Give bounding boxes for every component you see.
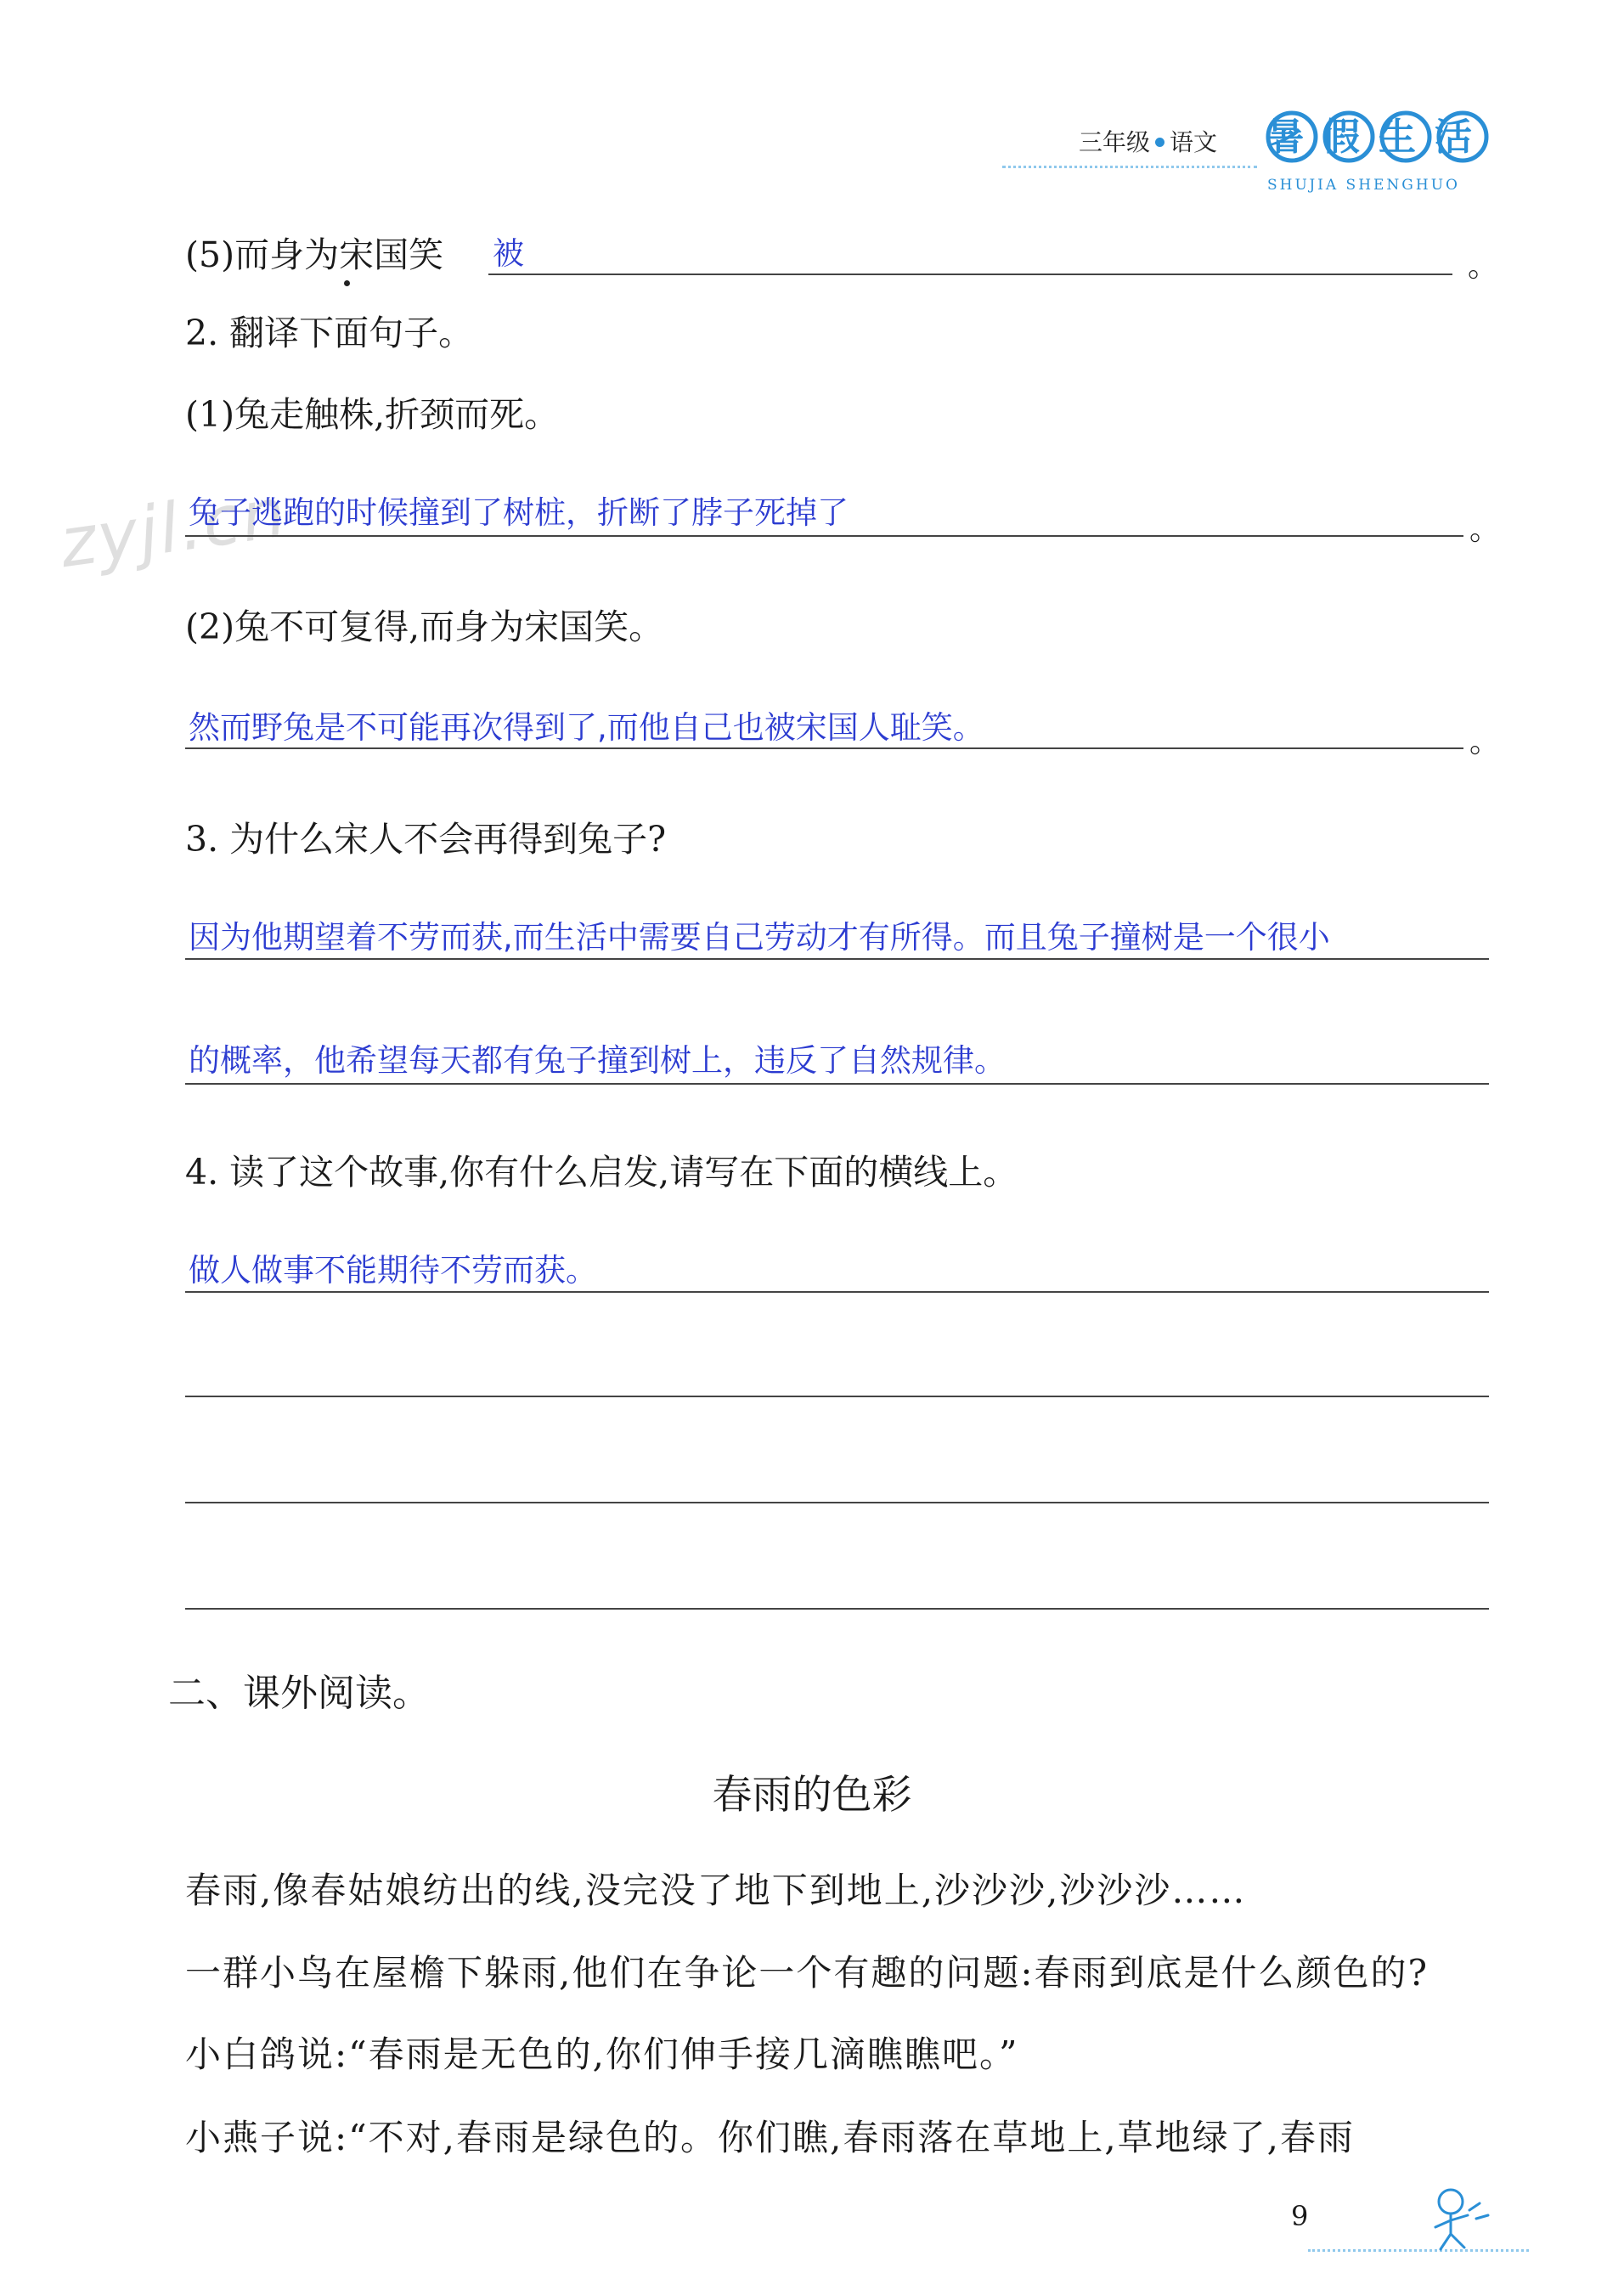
story-line-2: 一群小鸟在屋檐下躲雨,他们在争论一个有趣的问题:春雨到底是什么颜色的?	[185, 1952, 1429, 1994]
story-line-3: 小白鸽说:“春雨是无色的,你们伸手接几滴瞧瞧吧。”	[185, 2033, 1019, 2075]
q3-answer-line-1: 因为他期望着不劳而获,而生活中需要自己劳动才有所得。而且兔子撞树是一个很小	[189, 919, 1330, 956]
header-grade: 三年级	[1079, 128, 1151, 156]
answer-line	[185, 747, 1463, 749]
answer-line	[185, 1608, 1489, 1610]
q2-answer-2: 然而野兔是不可能再次得到了,而他自己也被宋国人耻笑。	[189, 709, 984, 746]
answer-line	[185, 958, 1489, 960]
answer-line	[185, 1396, 1489, 1397]
q1-5-prompt: (5)而身为宋国笑	[185, 234, 444, 275]
header-subject: 语文	[1170, 128, 1218, 156]
answer-line	[185, 1502, 1489, 1503]
story-line-1: 春雨,像春姑娘纺出的线,没完没了地下到地上,沙沙沙,沙沙沙……	[185, 1870, 1247, 1911]
logo-caption: SHUJIA SHENGHUO	[1267, 177, 1460, 194]
logo-text: 暑假生活	[1266, 116, 1491, 159]
section-title: 二、课外阅读。	[168, 1672, 430, 1715]
page-number: 9	[1291, 2200, 1309, 2232]
q4-answer: 做人做事不能期待不劳而获。	[189, 1252, 597, 1289]
q2-sentence-1: (1)兔走触株,折颈而死。	[185, 394, 560, 435]
q2-answer-1: 兔子逃跑的时候撞到了树桩，折断了脖子死掉了	[189, 494, 849, 531]
q1-5-period: 。	[1468, 249, 1499, 284]
header-dotted-rule	[1002, 166, 1257, 168]
header-dot	[1155, 138, 1164, 147]
q1-5-answer: 被	[493, 235, 524, 272]
header-grade-subject	[1079, 124, 1217, 158]
answer-line	[185, 1083, 1489, 1085]
q2-period-2: 。	[1469, 725, 1501, 759]
answer-line	[185, 1291, 1489, 1293]
book-logo	[1264, 109, 1493, 165]
q2-sentence-2: (2)兔不可复得,而身为宋国笑。	[185, 606, 664, 647]
mascot-icon	[1417, 2185, 1493, 2253]
emphasis-dot	[344, 280, 350, 286]
q4-title: 4. 读了这个故事,你有什么启发,请写在下面的横线上。	[185, 1152, 1018, 1193]
answer-line	[185, 535, 1463, 537]
q3-answer-line-2: 的概率，他希望每天都有兔子撞到树上，违反了自然规律。	[189, 1042, 1006, 1079]
story-title: 春雨的色彩	[712, 1772, 912, 1819]
q2-period-1: 。	[1469, 512, 1501, 547]
q2-title: 2. 翻译下面句子。	[185, 313, 474, 353]
q3-title: 3. 为什么宋人不会再得到兔子?	[185, 819, 667, 860]
story-line-4: 小燕子说:“不对,春雨是绿色的。你们瞧,春雨落在草地上,草地绿了,春雨	[185, 2117, 1356, 2158]
answer-line	[488, 274, 1452, 275]
watermark: zyjl.cn	[54, 472, 292, 584]
